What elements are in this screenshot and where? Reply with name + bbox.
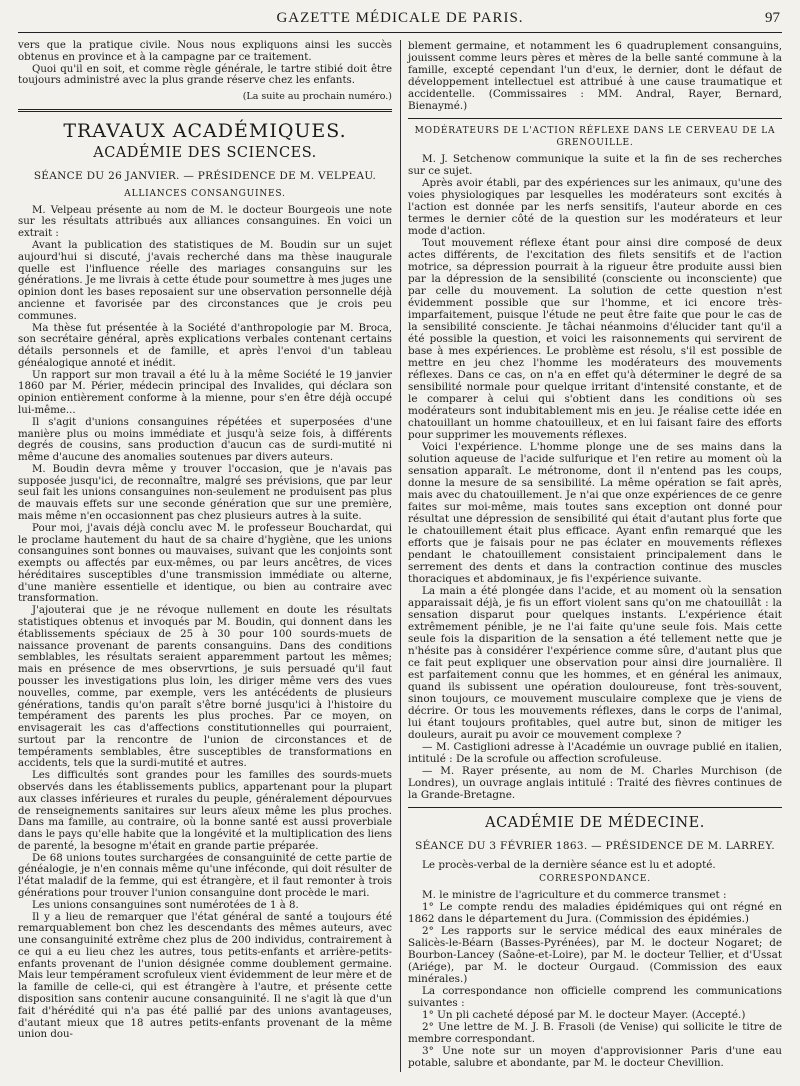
paragraph: Il y a lieu de remarquer que l'état général de santé a toujours été remarquablement bon chez les descendants des mêmes auteurs, avec une consanguinité extrême chez plus de 200 individus, contrairement à ce qui a eu lieu chez les autres, tous petits-enfants et arrière-petits-enfants provenant de l'union désignée comme doublement germaine. Mais leur tempérament scrofuleux vient évidemment de leur mère et de la famille de celle-ci, qui est étrangère à l'autre, et présente cette disposition sans contenir aucune consanguinité. Il ne s'agit là que d'un fait d'hérédité qui n'a pas été pallié par des unions avantageuses, d'autant mieux que 18 autres petits-enfants provenant de la même union dou- [18,911,392,1041]
continuation-note: (La suite au prochain numéro.) [242,91,392,103]
left-column [18,40,392,1041]
paragraph: Après avoir établi, par des expériences sur les animaux, qu'une des voies physiologiques par lesquelles les modérateurs sont excités à l'action est donnée par les nerfs sensitifs, l'auteur aborde en ces termes le dernier côté de la question sur les modérateurs et leur mode d'action. [408,177,782,237]
paragraph: 1° Un pli cacheté déposé par M. le docteur Mayer. (Accepté.) [422,1009,746,1021]
paragraph: 2° Une lettre de M. J. B. Frasoli (de Venise) qui sollicite le titre de membre correspondant. [408,1021,782,1045]
journal-title: GAZETTE MÉDICALE DE PARIS. [276,10,524,26]
paragraph: M. le ministre de l'agriculture et du commerce transmet : [422,889,727,901]
subject-heading: CORRESPONDANCE. [539,874,651,884]
paragraph: Ma thèse fut présentée à la Société d'anthropologie par M. Broca, son secrétaire général, après explications verbales contenant certains détails personnels et de famille, et après l'envoi d'un tableau généalogique annoté et inédit. [18,322,392,369]
paragraph: La main a été plongée dans l'acide, et au moment où la sensation apparaissait déjà, je fis un effort violent sans qu'on me chatouillât : la sensation disparut pour quelques instants. L'expérience était extrêmement pénible, je ne l'ai faite qu'une seule fois. Mais cette seule fois la disparition de la sensation a été tellement nette que je n'hésite pas à considérer l'expérience comme sûre, d'autant plus que ce fait peut expliquer une observation pour ainsi dire journalière. Il est parfaitement connu que les hommes, et en général les animaux, quand ils subissent une opération douloureuse, font très-souvent, sinon toujours, ce mouvement musculaire complexe que je viens de décrire. Or tous les mouvements réflexes, dans le corps de l'animal, lui étant toujours profitables, quel autre but, sinon de mitiger les douleurs, aurait pu avoir ce mouvement complexe ? [408,585,782,741]
paragraph: — M. Rayer présente, au nom de M. Charles Murchison (de Londres), un ouvrage anglais intitulé : Traité des fièvres continues de la Grande-Bretagne. [408,765,782,801]
subject-heading: MODÉRATEURS DE L'ACTION RÉFLEXE DANS LE CERVEAU DE LA GRENOUILLE. [414,126,776,148]
academy-title: ACADÉMIE DE MÉDECINE. [485,815,705,831]
paragraph: 1° Le compte rendu des maladies épidémiques qui ont régné en 1862 dans le département du Jura. (Commission des épidémies.) [408,901,782,925]
page-header [18,8,782,33]
paragraph: 2° Les rapports sur le service médical des eaux minérales de Salicès-le-Béarn (Basses-Pyrénées), par M. le docteur Nogaret; de Bourbon-Lancey (Saône-et-Loire), par M. le docteur Tellier, et d'Ussat (Ariége), par M. le docteur Ourgaud. (Commission des eaux minérales.) [408,925,782,985]
session-heading: SÉANCE DU 3 FÉVRIER 1863. — PRÉSIDENCE DE M. LARREY. [415,840,775,852]
paragraph: M. J. Setchenow communique la suite et la fin de ses recherches sur ce sujet. [408,153,782,177]
paragraph: Voici l'expérience. L'homme plonge une de ses mains dans la solution aqueuse de l'acide sulfurique et l'en retire au moment où la sensation apparaît. Le métronome, dont il n'entend pas les coups, donne la mesure de sa sensibilité. La même opération se fait après, mais avec du chatouillement. Je n'ai que onze expériences de ce genre faites sur moi-même, mais toutes sans exception ont donné pour résultat une dépression de sensibilité qui était d'autant plus forte que le chatouillement était plus efficace. Ayant enfin remarqué que les efforts que je faisais pour ne pas éclater en mouvements réflexes pendant le chatouillement consistaient principalement dans le serrement des dents et dans la contraction continue des muscles thoraciques et abdominaux, je fis l'expérience suivante. [408,441,782,585]
paragraph: — M. Castiglioni adresse à l'Académie un ouvrage publié en italien, intitulé : De la scrofule ou affection scrofuleuse. [408,741,782,765]
paragraph: M. Boudin devra même y trouver l'occasion, que je n'avais pas supposée jusqu'ici, de reconnaître, malgré ses prévisions, que par leur seul fait les unions consanguines non-seulement ne produisent pas plus de mauvais effets sur une seconde génération que sur une première, mais même n'en occasionnent pas chez plusieurs autres à la suite. [18,463,392,522]
page-number: 97 [765,10,780,26]
paragraph: Avant la publication des statistiques de M. Boudin sur un sujet aujourd'hui si discuté, j'avais recherché dans ma thèse inaugurale quelle est l'influence réelle des mariages consanguins sur les générations. Je me livrais à cette étude pour soumettre à mes juges une opinion dont les bases reposaient sur une observation personnelle déjà ancienne et favorisée par des circonstances que je crois peu communes. [18,240,392,322]
paragraph: blement germaine, et notamment les 6 quadruplement consanguins, jouissent comme leurs pères et mères de la belle santé commune à la famille, excepté cependant l'un d'eux, le dernier, dont le défaut de développement intellectuel est attribué à une cause traumatique et accidentelle. (Commissaires : MM. Andral, Rayer, Bernard, Bienaymé.) [408,40,782,112]
paragraph: 3° Une note sur un moyen d'approvisionner Paris d'une eau potable, salubre et abondante, par M. le docteur Chevillion. [408,1045,782,1069]
paragraph: J'ajouterai que je ne révoque nullement en doute les résultats statistiques obtenus et invoqués par M. Boudin, qui donnent dans les établissements spéciaux de 25 à 30 pour 100 sourds-muets de naissance provenant de parents consanguins. Dans des conditions semblables, les résultats seraient apparemment partout les mêmes; mais en présence de mes observrtions, je suis persuadé qu'il faut pousser les investigations plus loin, les diriger même vers des vues nouvelles, comme, par exemple, vers les antécédents de plusieurs générations, tandis qu'on paraît s'être borné jusqu'ici à l'histoire du tempérament des parents les plus proches. Par ce moyen, on envisagerait les cas d'affections constitutionnelles qui pourraient, surtout par la rencontre de l'union de circonstances et de tempéraments semblables, être susceptibles de transformations en accidents, tels que la surdi-mutité et autres. [18,605,392,770]
section-divider [408,807,782,808]
column-rule [400,40,401,1072]
academy-title: ACADÉMIE DES SCIENCES. [93,144,317,161]
paragraph: Les unions consanguines sont numérotées de 1 à 8. [32,899,299,911]
section-title: TRAVAUX ACADÉMIQUES. [63,119,347,142]
section-divider [408,118,782,119]
paragraph: Quoi qu'il en soit, et comme règle générale, le tartre stibié doit être toujours administré avec la plus grande réserve chez les enfants. [18,63,392,87]
paragraph: Les difficultés sont grandes pour les familles des sourds-muets observés dans les établissements publics, appartenant pour la plupart aux classes inférieures et rurales du peuple, généralement dépourvues de renseignements sanitaires sur leurs aïeux même les plus proches. Dans ma famille, au contraire, où la bonne santé est aussi proverbiale dans le pays qu'elle habite que la longévité et la multiplication des liens de parenté, la besogne m'était en grande partie préparée. [18,770,392,852]
paragraph: M. Velpeau présente au nom de M. le docteur Bourgeois une note sur les résultats attribués aux alliances consanguines. En voici un extrait : [18,204,392,240]
paragraph: Tout mouvement réflexe étant pour ainsi dire composé de deux actes différents, de l'excitation des filets sensitifs et de l'action motrice, sa dépression pourrait à la rigueur être produite aussi bien par la dépression de la sensibilité (consciente ou inconsciente) que par celle du mouvement. La solution de cette question n'est évidemment possible que sur l'homme, et ici encore très-imparfaitement, puisque l'étude ne peut être faite que pour le cas de la sensibilité consciente. Je tâchai néanmoins d'élucider tant qu'il a été possible la question, et voici les raisonnements qui servirent de base à mes expériences. Le problème est résolu, s'il est possible de mettre en jeu chez l'homme les modérateurs des mouvements réflexes. Dans ce cas, on n'a en effet qu'à déterminer le degré de sa sensibilité normale pour quelque irritant d'intensité constante, et de le comparer à celui qui s'obtient dans les conditions où ses modérateurs sont indubitablement mis en jeu. Je réalise cette idée en chatouillant un homme chatouilleux, et en lui faisant faire des efforts pour supprimer les mouvements réflexes. [408,237,782,441]
paragraph: La correspondance non officielle comprend les communications suivantes : [408,985,782,1009]
section-divider [18,109,392,112]
paragraph: De 68 unions toutes surchargées de consanguinité de cette partie de généalogie, je n'en connais même qu'une inféconde, qui doit résulter de l'état maladif de la femme, qui est étrangère, et il faut remonter à trois générations pour trouver l'union consanguine dont procède le mari. [18,852,392,899]
paragraph: Le procès-verbal de la dernière séance est lu et adopté. [422,859,716,871]
paragraph: Un rapport sur mon travail a été lu à la même Société le 19 janvier 1860 par M. Périer, médecin principal des Invalides, qui déclara son opinion entièrement conforme à la mienne, pour s'en être déjà occupé lui-même... [18,369,392,416]
paragraph: vers que la pratique civile. Nous nous expliquons ainsi les succès obtenus en province et à la campagne par ce traitement. [18,40,392,63]
session-heading: SÉANCE DU 26 JANVIER. — PRÉSIDENCE DE M. VELPEAU. [33,169,377,182]
paragraph: Il s'agit d'unions consanguines répétées et superposées d'une manière plus ou moins immédiate et jusqu'à seize fois, à différents degrés de cousins, sans production d'aucun cas de surdi-mutité ni même d'aucune des anomalies soutenues par divers auteurs. [18,416,392,464]
subject-heading: ALLIANCES CONSANGUINES. [124,188,286,199]
right-column [408,40,782,1069]
paragraph: Pour moi, j'avais déjà conclu avec M. le professeur Bouchardat, qui le proclame hautement du haut de sa chaire d'hygiène, que les unions consanguines sont bonnes ou mauvaises, suivant que les conjoints sont exempts ou affectés par eux-mêmes, ou par leurs ancêtres, de vices héréditaires susceptibles d'une transmission immédiate ou alterne, d'une manière essentielle et identique, ou bien au contraire avec transformation. [18,522,392,605]
